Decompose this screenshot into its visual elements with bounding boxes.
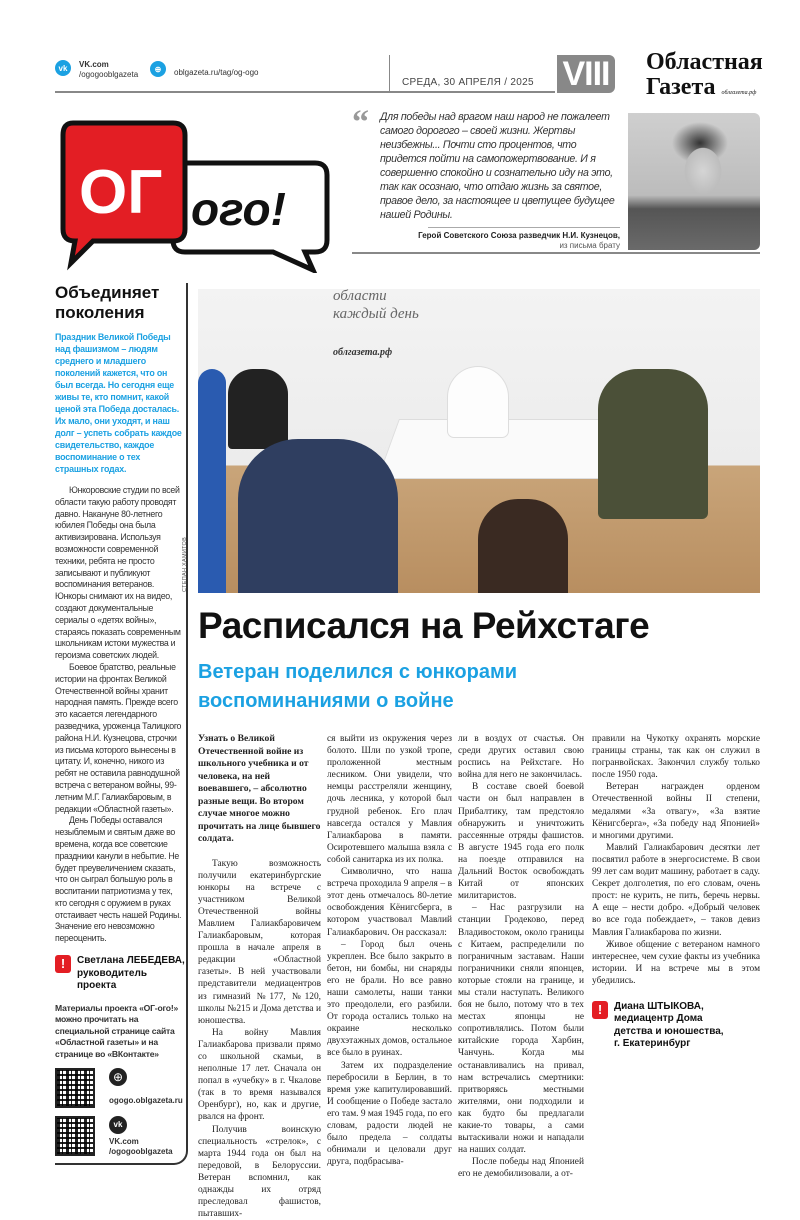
article-paragraph: Символично, что наша встреча проходила 9 апреля – в этот день отмечалось 80-летие освобождения Кёнигсберга, в котором участвовал Мавлий Галиакбарович. Он рассказал: [327,867,452,938]
article-author-text: Диана ШТЫКОВА, медиацентр Дома детства и юношества, г. Екатеринбург [614,1000,724,1050]
sidebar-vk-link[interactable] [109,1137,173,1157]
quote-mark-icon: “ [352,104,369,141]
article-subtitle: Ветеран поделился с юнкорами воспоминаниями о войне [198,661,518,712]
article-paragraph: правили на Чукотку охранять морские границы страны, так как он служил в погранвойсках. Закончил службу только после 1950 года. [592,734,760,781]
logo-ogo-text: ого! [191,183,286,235]
sidebar-author [55,955,186,993]
article-paragraph: Затем их подразделение перебросили в Берлин, в то время уже капитулировавший. И сообщение о Победе застало его там. 9 мая 1945 года, по его словам, радости людей не было предела – солдаты обнимали и целовали друг друга, подбрасыва- [327,1060,452,1168]
quote-rule [428,227,620,228]
sidebar-paragraph: Боевое братство, реальные истории на фронтах Великой Отечественной войны хранит народная память. Прежде всего это касается легендарного разведчика, уроженца Талицкого района Н.И. Кузнецова, строчки из письма которого вынесены в цитату. И, конечно, никого из ребят не оставила равнодушной встреча с ветераном войны, 99-летним М.Г. Галиакбаровым, в редакции «Областной газеты». [55,661,182,814]
article-paragraph: Ветеран награжден орденом Отечественной войны II степени, медалями «За отвагу», «За взятие Кёнигсберга», «За победу над Японией» и многими другими. [592,782,760,841]
article-paragraph: – Город был очень укреплен. Все было закрыто в бетон, ни бомбы, ни снаряды его не брали. Но все равно наши самолеты, наши танки это преодолели, его разбили. От города остались только на окраине несколько двухэтажных домов, остальное все было в руинах. [327,939,452,1059]
page-number: VIII [557,55,615,93]
vk-line1: VK.com [79,60,109,69]
site-link[interactable] [150,60,259,78]
logo-og-text: ОГ [79,158,163,227]
sidebar [55,283,188,1165]
article-paragraph: ли в воздух от счастья. Он среди других оставил свою роспись на Рейхстаге. Но война для него не закончилась. [458,734,584,781]
photo-student [478,499,568,593]
article-paragraph: Такую возможность получили екатеринбургские юнкоры на встрече с участником Великой Отечественной войны Мавлием Галиакбаровичем Галиакбаровым, которая прошла в начале апреля в редакции «Областной газеты». В ней участвовали представители медиацентров из гимназий №177, №120, школы №215 и Дома детства и юношества. [198,858,321,1026]
vk-line2: /ogogooblgazeta [79,70,139,79]
masthead-line1: Областная [646,49,763,75]
vk-icon: vk [55,60,71,76]
vk-line2: /ogogooblgazeta [109,1147,173,1157]
article-title: Расписался на Рейхстаге [198,605,650,646]
article-photo [198,289,760,593]
article-column-4 [592,733,760,1051]
quote-attribution [380,231,620,251]
photo-veteran [598,369,708,519]
exclamation-icon: ! [592,1001,608,1019]
qr-code-vk[interactable] [55,1116,95,1156]
sidebar-site-link[interactable]: ogogo.oblgazeta.ru [109,1096,183,1106]
vk-icon: vk [109,1116,127,1134]
article-paragraph: Мавлий Галиакбарович десятки лет посвятил работе в энергосистеме. В свои 99 лет сам водит машину, работает в саду. Секрет долголетия, по его словам, очень прост: не курить, не пить, беречь нервы. А еще – нести добро. «Добрый человек во все года побеждает», – таков девиз Мавлия Галиакбарова по жизни. [592,842,760,938]
qr-code-site[interactable] [55,1068,95,1108]
header-divider [389,55,390,92]
masthead-url: облгазета.рф [721,90,757,96]
site-url: oblgazeta.ru/tag/og-ogo [174,68,259,77]
article-paragraph: – Нас разгрузили на станции Гродеково, перед Владивостоком, около границы с Китаем, распределили по пограничным заставам. Наши пограничники сняли японцев, которые стояли на границе, и мы стали наступать. Великого боя не было, потому что в тех местах японцы не сопротивлялись. Потом были китайские города Харбин, Чанчунь. Когда мы останавливались на привал, нам встречались смертники: притворяясь местными жителями, они подходили и как будто бы предлагали какие-то товары, а сами вытаскивали ножи и нападали на наших солдат. [458,903,584,1156]
quote-author: Герой Советского Союза разведчик Н.И. Кузнецов, [418,231,620,240]
globe-icon: ⊕ [150,61,166,77]
exclamation-icon: ! [55,955,71,973]
globe-icon: ⊕ [109,1068,127,1086]
quote-text: Для победы над врагом наш народ не пожалеет самого дорогого – своей жизни. Жертвы неизбежны... Почти сто процентов, что придется пойти на самопожертвование. И я совершенно спокойно и сознательно иду на это, так как осознаю, что отдаю жизнь за святое, правое дело, за настоящее и цветущее будущее нашей Родины. [380,111,615,221]
vk-link[interactable] [55,60,138,80]
article-lead: Узнать о Великой Отечественной войне из школьного учебника и от человека, на ней воевавшего, – абсолютно разные вещи. Во втором случае многое можно прочитать на лице бывшего солдата. [198,733,321,844]
article-column-3 [458,733,584,1180]
vk-line1: VK.com [109,1137,139,1147]
article-paragraph: После победы над Японией его не демобилизовали, а от- [458,1157,584,1180]
sidebar-title: Объединяет поколения [55,283,160,322]
masthead [646,50,763,106]
article-paragraph: На войну Мавлия Галиакбарова призвали прямо со школьной скамьи, в неполные 17 лет. Сначала он попал в «учебку» в г. Чкалове (так в то время назывался Оренбург), но, как и другие, рвался на фронт. [198,1027,321,1123]
photo-student [228,369,288,449]
quote-bottom-rule [352,252,760,254]
article-paragraph: В составе своей боевой части он был направлен в Прибалтику, там предстояло обнаружить и уничтожить рассеянные отряды фашистов. В августе 1945 года его полк на поезде отправился на Дальний Восток освобождать Китай от японских милитаристов. [458,782,584,902]
portrait-kuznetsov [628,113,760,250]
photo-woman [448,367,508,437]
quote [380,110,620,251]
sidebar-author-text: Светлана ЛЕБЕДЕВА, руководитель проекта [77,955,185,992]
article-column-1 [198,733,321,1220]
quote-source: из письма брату [559,241,620,250]
wall-text: области [333,289,387,304]
issue-date: СРЕДА, 30 АПРЕЛЯ / 2025 [402,77,534,88]
article-paragraph: Живое общение с ветераном намного интереснее, чем сухие факты из учебника истории. И на встрече мы в этом убедились. [592,939,760,986]
article-paragraph: ся выйти из окружения через болото. Шли по узкой тропе, проложенной местным лесником. Они увидели, что немцы расстреляли женщину, дочь лесника, у которой был грудной ребенок. Его плач навсегда остался у Мавлия Галиакбарова в памяти. Осиротевшего малыша взяла с собой санитарка из их полка. [327,734,452,865]
masthead-line2: Газета [646,74,716,100]
article-paragraph: Получив воинскую специальность «стрелок», с марта 1944 года он был на передовой, в Белоруссии. Ветеран вспомнил, как однажды их отряд преследовал фашистов, пытавших- [198,1124,321,1220]
wall-url: облгазета.рф [333,347,393,358]
photo-credit: СТЕПАН ХАМИТОВ [182,536,188,592]
sidebar-paragraph: День Победы оставался незыблемым и святым даже во времена, когда все советские праздники канули в небытие. Не будет преувеличением сказать, что он сыграл большую роль в воспитании патриотизма у тех, кто сегодня с оружием в руках отстаивает честь нашей Родины. Значение его невозможно переоценить. [55,815,182,944]
header-rule [55,91,555,93]
photo-student [238,439,398,593]
og-ogo-logo [55,108,335,273]
article-column-2 [327,733,452,1168]
wall-text: каждый день [333,306,419,322]
sidebar-lead: Праздник Великой Победы над фашизмом – людям среднего и младшего поколений кажется, что он был всегда. Но сегодня еще живы те, кто помнит, какой ценой эта Победа досталась. Их мало, они уходят, и наш долг – успеть собрать каждое свидетельство, каждое воспоминание о тех страшных годах. [55,332,182,474]
sidebar-paragraph: Юнкоровские студии по всей области такую работу проводят давно. Накануне 80-летнего юбилея Победы она была активизирована. Используя возможности современной техники, ребята не просто записывают и публикуют воспоминания ветеранов. Юнкоры снимают их на видео, создают документальные сериалы о «детях войны», стараясь показать современным школьникам истоки мужества и героизма советских людей. [55,485,181,661]
sidebar-note: Материалы проекта «ОГ-ого!» можно прочитать на специальной странице сайта «Областной газеты» и на странице во «ВКонтакте» [55,1002,179,1059]
article-author [592,1001,732,1051]
photo-student [198,369,226,593]
